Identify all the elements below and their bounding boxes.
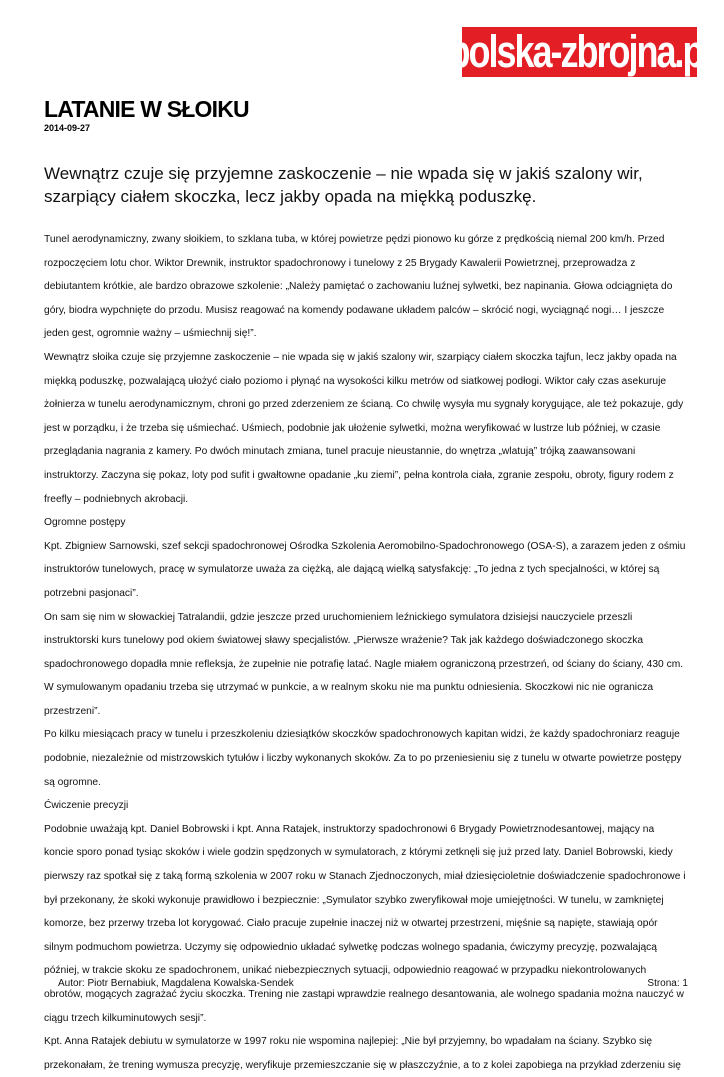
article-body bbox=[44, 228, 686, 1077]
logo-text: polska-zbrojna.pl bbox=[448, 25, 711, 77]
subheading: Ćwiczenie precyzji bbox=[44, 800, 129, 812]
paragraph: Podobnie uważają kpt. Daniel Bobrowski i kpt. Anna Ratajek, instruktorzy spadochronowi 6 Brygady Powietrznodesantowej, mający na koncie sporo ponad tysiąc skoków i wiele godzin spędzonych w symulatorach, z którymi zetknęli się już przed laty. Daniel Bobrowski, kiedy pierwszy raz spotkał się z taką formą szkolenia w 2007 roku w Stanach Zjednoczonych, miał dziesięcioletnie doświadczenie spadochronowe i był przekonany, że skoki wykonuje prawidłowo i bezpiecznie: „Symulator szybko zweryfikował moje umiejętności. W tunelu, w zamkniętej komorze, bez przerwy trzeba lot korygować. Ciało pracuje zupełnie inaczej niż w otwartej przestrzeni, mięśnie są napięte, stawiają opór silnym podmuchom powietrza. Uczymy się odpowiednio układać sylwetkę podczas wolnego spadania, ćwiczymy precyzję, pozwalającą później, w trakcie skoku ze spadochronem, unikać niebezpiecznych sytuacji, odpowiednio reagować w przypadku niekontrolowanych obrotów, mogących zagrażać życiu skoczka. Trening nie zastąpi wprawdzie realnego desantowania, ale wolnego spadania można nauczyć w ciągu trzech kilkuminutowych sesji”. bbox=[44, 823, 686, 1024]
paragraph: Kpt. Zbigniew Sarnowski, szef sekcji spadochronowej Ośrodka Szkolenia Aeromobilno-Spadochronowego (OSA-S), a zarazem jeden z ośmiu instruktorów tunelowych, pracę w symulatorze uważa za ciężką, ale dającą wielką satysfakcję: „To jedna z tych specjalności, w której są potrzebni pasjonaci”. bbox=[44, 540, 686, 599]
subheading: Ogromne postępy bbox=[44, 517, 126, 529]
article-lead: Wewnątrz czuje się przyjemne zaskoczenie – nie wpada się w jakiś szalony wir, szarpiący ciałem skoczka, lecz jakby opada na miękką poduszkę. bbox=[44, 164, 643, 206]
footer-author: Autor: Piotr Bernabiuk, Magdalena Kowalska-Sendek bbox=[58, 978, 294, 989]
article-date: 2014-09-27 bbox=[44, 123, 91, 133]
page-number: Strona: 1 bbox=[647, 978, 688, 989]
paragraph: Po kilku miesiącach pracy w tunelu i przeszkoleniu dziesiątków skoczków spadochronowych kapitan widzi, że każdy spadochroniarz reaguje podobnie, niezależnie od mistrzowskich tytułów i liczby wykonanych skoków. Za to po przeniesieniu się z tunelu w otwarte powietrze postępy są ogromne. bbox=[44, 729, 682, 788]
article-title: LATANIE W SŁOIKU bbox=[44, 96, 249, 122]
paragraph: Kpt. Anna Ratajek debiutu w symulatorze w 1997 roku nie wspomina najlepiej: „Nie był przyjemny, bo wpadałam na ściany. Szybko się przekonałam, że trening wymusza precyzję, weryfikuje przemieszczanie się w płaszczyźnie, a to z kolei zapobiega na przykład zderzeniu się bbox=[44, 1036, 681, 1071]
site-logo[interactable] bbox=[448, 25, 711, 77]
paragraph: On sam się nim w słowackiej Tatralandii, gdzie jeszcze przed uruchomieniem leźnickiego symulatora dzisiejsi nauczyciele przeszli instruktorski kurs tunelowy pod okiem światowej sławy specjalistów. „Pierwsze wrażenie? Tak jak każdego doświadczonego skoczka spadochronowego dopadła mnie refleksja, że zupełnie nie potrafię latać. Nagle miałem ograniczoną przestrzeń, od ściany do ściany, 430 cm. W symulowanym opadaniu trzeba się utrzymać w punkcie, a w realnym skoku nie ma punktu odniesienia. Skoczkowi nic nie ogranicza przestrzeni”. bbox=[44, 611, 684, 717]
paragraph: Wewnątrz słoika czuje się przyjemne zaskoczenie – nie wpada się w jakiś szalony wir, szarpiący ciałem skoczka tajfun, lecz jakby opada na miękką poduszkę, pozwalającą ułożyć ciało poziomo i płynąć na wysokości kilku metrów od siatkowej podłogi. Wiktor cały czas asekuruje żołnierza w tunelu aerodynamicznym, chroni go przed zderzeniem ze ścianą. Co chwilę wysyła mu sygnały korygujące, ale też pokazuje, gdy jest w porządku, i że trzeba się uśmiechać. Uśmiech, podobnie jak ułożenie sylwetki, można weryfikować w lustrze lub później, w czasie przeglądania nagrania z kamery. Po dwóch minutach zmiana, tunel pracuje nieustannie, do wnętrza „wlatują” trójką zaawansowani instruktorzy. Zaczyna się pokaz, loty pod sufit i gwałtowne opadanie „ku ziemi”, pełna kontrola ciała, zgranie zespołu, obroty, figury rodem z freefly – podniebnych akrobacji. bbox=[44, 351, 684, 505]
paragraph: Tunel aerodynamiczny, zwany słoikiem, to szklana tuba, w której powietrze pędzi pionowo ku górze z prędkością niemal 200 km/h. Przed rozpoczęciem lotu chor. Wiktor Drewnik, instruktor spadochronowy i tunelowy z 25 Brygady Kawalerii Powietrznej, przeprowadza z debiutantem krótkie, ale bardzo obrazowe szkolenie: „Należy pamiętać o zachowaniu luźnej sylwetki, bez napinania. Głowa odciągnięta do góry, biodra wypchnięte do przodu. Musisz reagować na komendy podawane układem palców – skrócić nogi, wyciągnąć nogi… I jeszcze jeden gest, ogromnie ważny – uśmiechnij się!”. bbox=[44, 234, 673, 340]
